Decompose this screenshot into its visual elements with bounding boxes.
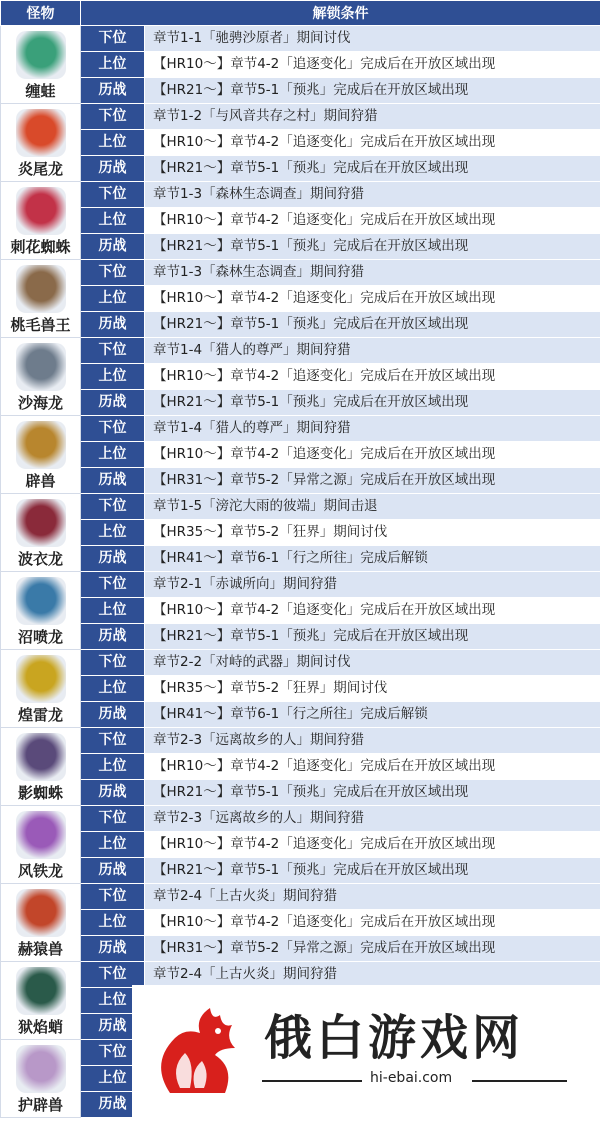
rank-label: 下位 xyxy=(81,572,145,598)
table-row xyxy=(1,26,600,52)
unlock-condition: 【HR10～】章节4-2「追逐变化」完成后在开放区域出现 xyxy=(145,130,600,156)
table-row xyxy=(1,442,600,468)
unlock-condition: 【HR10～】章节4-2「追逐变化」完成后在开放区域出现 xyxy=(145,52,600,78)
table-row xyxy=(1,156,600,182)
rank-label: 历战 xyxy=(81,702,145,728)
monster-name: 炎尾龙 xyxy=(17,160,63,178)
rank-label: 下位 xyxy=(81,260,145,286)
rank-label: 历战 xyxy=(81,1014,145,1040)
site-url-text: hi-ebai.com xyxy=(370,1070,453,1086)
table-row xyxy=(1,104,600,130)
monster-cell xyxy=(1,884,81,962)
rank-label: 历战 xyxy=(81,624,145,650)
rank-label: 历战 xyxy=(81,546,145,572)
rank-label: 上位 xyxy=(81,910,145,936)
unlock-condition: 章节2-3「远离故乡的人」期间狩猎 xyxy=(145,728,600,754)
unlock-condition: 【HR10～】章节4-2「追逐变化」完成后在开放区域出现 xyxy=(145,442,600,468)
monster-cell xyxy=(1,338,81,416)
table-row xyxy=(1,780,600,806)
rank-label: 历战 xyxy=(81,936,145,962)
unlock-condition: 【HR10～】章节4-2「追逐变化」完成后在开放区域出现 xyxy=(145,754,600,780)
unlock-condition: 【HR21～】章节5-1「预兆」完成后在开放区域出现 xyxy=(145,156,600,182)
rank-label: 上位 xyxy=(81,520,145,546)
rank-label: 上位 xyxy=(81,598,145,624)
rank-label: 上位 xyxy=(81,130,145,156)
table-row xyxy=(1,702,600,728)
rank-label: 下位 xyxy=(81,104,145,130)
table-row xyxy=(1,728,600,754)
table-body xyxy=(1,26,600,1118)
unlock-condition: 【HR41～】章节6-1「行之所往」完成后解锁 xyxy=(145,702,600,728)
table-row xyxy=(1,260,600,286)
rank-label: 历战 xyxy=(81,780,145,806)
rank-label: 下位 xyxy=(81,26,145,52)
table-row xyxy=(1,520,600,546)
table-row xyxy=(1,624,600,650)
table-row xyxy=(1,494,600,520)
unlock-condition: 章节2-2「对峙的武器」期间讨伐 xyxy=(145,650,600,676)
table-row xyxy=(1,806,600,832)
table-row xyxy=(1,52,600,78)
rank-label: 上位 xyxy=(81,1066,145,1092)
shadow-spider-icon xyxy=(16,733,66,781)
monster-cell xyxy=(1,728,81,806)
warding-beast-icon xyxy=(16,421,66,469)
unlock-condition: 章节1-5「滂沱大雨的彼端」期间击退 xyxy=(145,494,600,520)
table-row xyxy=(1,858,600,884)
unlock-condition: 【HR10～】章节4-2「追逐变化」完成后在开放区域出现 xyxy=(145,598,600,624)
rank-label: 历战 xyxy=(81,390,145,416)
monster-cell xyxy=(1,260,81,338)
monster-cell xyxy=(1,26,81,104)
unlock-condition: 章节2-4「上古火炎」期间狩猎 xyxy=(145,962,600,988)
rank-label: 上位 xyxy=(81,364,145,390)
table-row xyxy=(1,910,600,936)
table-row xyxy=(1,936,600,962)
table-row xyxy=(1,598,600,624)
monster-cell xyxy=(1,182,81,260)
monster-name: 狱焰蛸 xyxy=(17,1018,63,1036)
monster-cell xyxy=(1,806,81,884)
unlock-condition: 【HR31～】章节5-2「异常之源」完成后在开放区域出现 xyxy=(145,936,600,962)
unlock-condition: 【HR21～】章节5-1「预兆」完成后在开放区域出现 xyxy=(145,858,600,884)
monster-cell xyxy=(1,494,81,572)
rank-label: 历战 xyxy=(81,312,145,338)
peach-ape-icon xyxy=(16,265,66,313)
rank-label: 历战 xyxy=(81,234,145,260)
table-row xyxy=(1,754,600,780)
unlock-condition: 章节1-3「森林生态调查」期间狩猎 xyxy=(145,182,600,208)
unlock-condition: 【HR10～】章节4-2「追逐变化」完成后在开放区域出现 xyxy=(145,364,600,390)
table-row xyxy=(1,208,600,234)
header-condition: 解锁条件 xyxy=(81,1,600,26)
unlock-condition: 章节1-2「与风音共存之村」期间狩猎 xyxy=(145,104,600,130)
rank-label: 下位 xyxy=(81,416,145,442)
table-row xyxy=(1,962,600,988)
rank-label: 下位 xyxy=(81,962,145,988)
rank-label: 下位 xyxy=(81,650,145,676)
unlock-condition: 章节1-4「猎人的尊严」期间狩猎 xyxy=(145,416,600,442)
monster-cell xyxy=(1,962,81,1040)
table-row xyxy=(1,286,600,312)
unlock-condition: 【HR10～】章节4-2「追逐变化」完成后在开放区域出现 xyxy=(145,910,600,936)
unlock-condition: 【HR31～】章节5-2「异常之源」完成后在开放区域出现 xyxy=(145,468,600,494)
unlock-condition: 【HR41～】章节6-1「行之所往」完成后解锁 xyxy=(145,546,600,572)
monster-name: 缠蛙 xyxy=(25,82,56,100)
unlock-condition: 【HR35～】章节5-2「狂界」期间讨伐 xyxy=(145,520,600,546)
monster-name: 煌雷龙 xyxy=(17,706,63,724)
header-monster: 怪物 xyxy=(1,1,81,26)
swamp-spout-dragon-icon xyxy=(16,577,66,625)
rank-label: 上位 xyxy=(81,208,145,234)
table-row xyxy=(1,130,600,156)
rank-label: 历战 xyxy=(81,1092,145,1118)
monster-name: 辟兽 xyxy=(25,472,56,490)
table-row xyxy=(1,572,600,598)
unlock-condition: 【HR21～】章节5-1「预兆」完成后在开放区域出现 xyxy=(145,312,600,338)
rank-label: 上位 xyxy=(81,676,145,702)
table-row xyxy=(1,312,600,338)
unlock-condition: 【HR35～】章节5-2「狂界」期间讨伐 xyxy=(145,676,600,702)
rank-label: 上位 xyxy=(81,988,145,1014)
table-row xyxy=(1,182,600,208)
monster-name: 桃毛兽王 xyxy=(10,316,71,334)
table-row xyxy=(1,78,600,104)
rank-label: 上位 xyxy=(81,832,145,858)
unlock-condition: 【HR21～】章节5-1「预兆」完成后在开放区域出现 xyxy=(145,234,600,260)
unlock-condition: 【HR21～】章节5-1「预兆」完成后在开放区域出现 xyxy=(145,390,600,416)
monster-cell xyxy=(1,104,81,182)
rank-label: 下位 xyxy=(81,806,145,832)
unlock-condition: 章节1-4「猎人的尊严」期间狩猎 xyxy=(145,338,600,364)
hellfire-octopus-icon xyxy=(16,967,66,1015)
monster-cell xyxy=(1,572,81,650)
monster-name: 赫猿兽 xyxy=(17,940,63,958)
crimson-ape-icon xyxy=(16,889,66,937)
rank-label: 上位 xyxy=(81,442,145,468)
site-watermark xyxy=(132,985,600,1122)
rank-label: 历战 xyxy=(81,156,145,182)
monster-name: 风铁龙 xyxy=(17,862,63,880)
fire-tail-dragon-icon xyxy=(16,109,66,157)
unlock-condition: 章节1-1「驰骋沙原者」期间讨伐 xyxy=(145,26,600,52)
brand-name: 俄白游戏网 xyxy=(264,1010,525,1066)
table-row xyxy=(1,546,600,572)
table-row xyxy=(1,338,600,364)
monster-name: 沙海龙 xyxy=(17,394,63,412)
rank-label: 下位 xyxy=(81,1040,145,1066)
monster-name: 护辟兽 xyxy=(17,1096,63,1114)
table-row xyxy=(1,676,600,702)
rank-label: 下位 xyxy=(81,182,145,208)
wave-robe-dragon-icon xyxy=(16,499,66,547)
table-row xyxy=(1,390,600,416)
frog-monster-icon xyxy=(16,31,66,79)
monster-name: 波衣龙 xyxy=(17,550,63,568)
unlock-condition: 【HR10～】章节4-2「追逐变化」完成后在开放区域出现 xyxy=(145,208,600,234)
site-url xyxy=(262,1070,567,1087)
rank-label: 历战 xyxy=(81,858,145,884)
unlock-condition: 【HR10～】章节4-2「追逐变化」完成后在开放区域出现 xyxy=(145,832,600,858)
rank-label: 上位 xyxy=(81,52,145,78)
monster-name: 影蜘蛛 xyxy=(17,784,63,802)
monster-cell xyxy=(1,416,81,494)
unlock-condition: 【HR21～】章节5-1「预兆」完成后在开放区域出现 xyxy=(145,780,600,806)
unlock-condition: 章节1-3「森林生态调查」期间狩猎 xyxy=(145,260,600,286)
unlock-condition: 章节2-1「赤诚所向」期间狩猎 xyxy=(145,572,600,598)
rank-label: 历战 xyxy=(81,468,145,494)
monster-cell xyxy=(1,1040,81,1118)
table-row xyxy=(1,884,600,910)
rank-label: 上位 xyxy=(81,286,145,312)
rank-label: 历战 xyxy=(81,78,145,104)
table-row xyxy=(1,650,600,676)
monster-cell xyxy=(1,650,81,728)
table-row xyxy=(1,832,600,858)
rank-label: 下位 xyxy=(81,338,145,364)
unlock-condition: 【HR21～】章节5-1「预兆」完成后在开放区域出现 xyxy=(145,624,600,650)
rooster-logo-icon xyxy=(140,993,260,1113)
thunder-dragon-icon xyxy=(16,655,66,703)
rank-label: 下位 xyxy=(81,884,145,910)
monster-name: 刺花蜘蛛 xyxy=(10,238,71,256)
rank-label: 下位 xyxy=(81,728,145,754)
sand-sea-dragon-icon xyxy=(16,343,66,391)
table-row xyxy=(1,234,600,260)
table-row xyxy=(1,468,600,494)
wind-iron-dragon-icon xyxy=(16,811,66,859)
unlock-condition: 【HR21～】章节5-1「预兆」完成后在开放区域出现 xyxy=(145,78,600,104)
rank-label: 上位 xyxy=(81,754,145,780)
rose-spider-icon xyxy=(16,187,66,235)
unlock-condition: 章节2-3「远离故乡的人」期间狩猎 xyxy=(145,806,600,832)
guardian-beast-icon xyxy=(16,1045,66,1093)
unlock-condition: 【HR10～】章节4-2「追逐变化」完成后在开放区域出现 xyxy=(145,286,600,312)
table-row xyxy=(1,364,600,390)
table-row xyxy=(1,416,600,442)
unlock-condition: 章节2-4「上古火炎」期间狩猎 xyxy=(145,884,600,910)
monster-name: 沼喷龙 xyxy=(17,628,63,646)
rank-label: 下位 xyxy=(81,494,145,520)
